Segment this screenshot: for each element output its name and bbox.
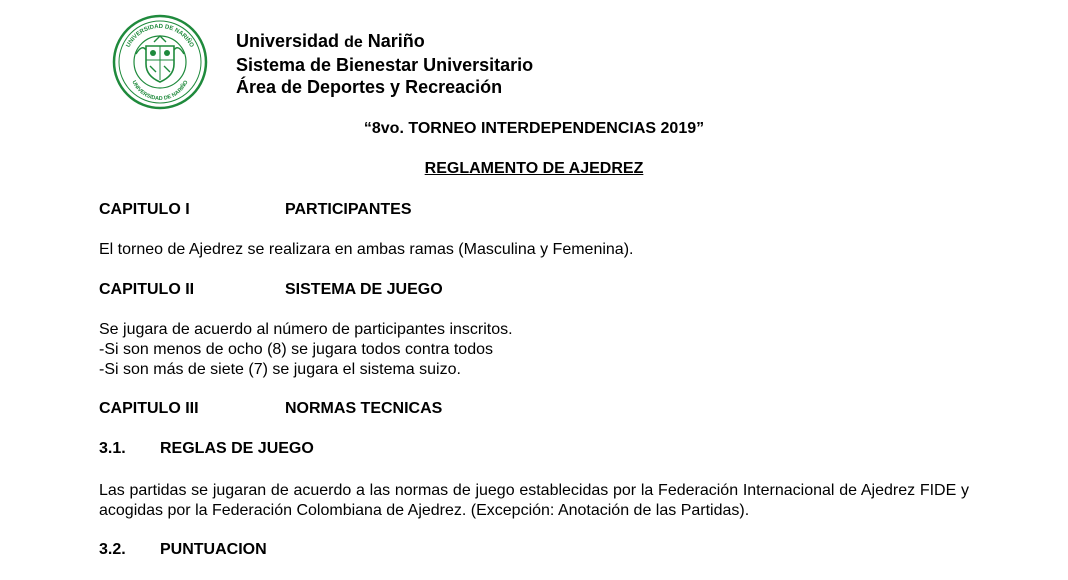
section-3-2-title: PUNTUACION <box>160 541 267 558</box>
university-name: Nariño <box>367 31 425 51</box>
chapter-3-number: CAPITULO III <box>99 400 199 417</box>
svg-text:UNIVERSIDAD DE NARIÑO: UNIVERSIDAD DE NARIÑO <box>125 23 195 49</box>
chapter-2-number: CAPITULO II <box>99 281 195 298</box>
university-line <box>236 30 533 54</box>
system-line-2: -Si son menos de ocho (8) se jugara todos contra todos <box>99 341 493 358</box>
system-line-1: Se jugara de acuerdo al número de participantes inscritos. <box>99 321 513 338</box>
section-3-1-title: REGLAS DE JUEGO <box>160 440 314 457</box>
chapter-1-number: CAPITULO I <box>99 201 190 218</box>
regulation-title: REGLAMENTO DE AJEDREZ <box>424 160 644 177</box>
tournament-title: “8vo. TORNEO INTERDEPENDENCIAS 2019” <box>363 120 705 137</box>
chapter-1-title: PARTICIPANTES <box>285 201 412 218</box>
university-de: de <box>344 34 363 51</box>
chapter-2-title: SISTEMA DE JUEGO <box>285 281 443 298</box>
system-line-3: -Si son más de siete (7) se jugara el sistema suizo. <box>99 361 461 378</box>
rules-paragraph: Las partidas se jugaran de acuerdo a las normas de juego establecidas por la Federación Internacional de Ajedrez FIDE y acogidas por la Federación Colombiana de Ajedrez. (Excepción: Anotación de las Partidas). <box>99 482 969 519</box>
section-3-2-number: 3.2. <box>99 541 126 558</box>
section-3-1-number: 3.1. <box>99 440 126 457</box>
system-line: Sistema de Bienestar Universitario <box>236 55 534 75</box>
chapter-3-title: NORMAS TECNICAS <box>285 400 443 417</box>
area-line: Área de Deportes y Recreación <box>236 77 503 97</box>
university-seal-logo <box>112 14 208 110</box>
svg-text:UNIVERSIDAD DE NARIÑO: UNIVERSIDAD DE NARIÑO <box>130 79 190 103</box>
university-prefix: Universidad <box>236 31 340 51</box>
system-paragraph <box>99 320 513 380</box>
institution-header <box>236 30 533 98</box>
participants-paragraph: El torneo de Ajedrez se realizara en ambas ramas (Masculina y Femenina). <box>99 241 634 258</box>
